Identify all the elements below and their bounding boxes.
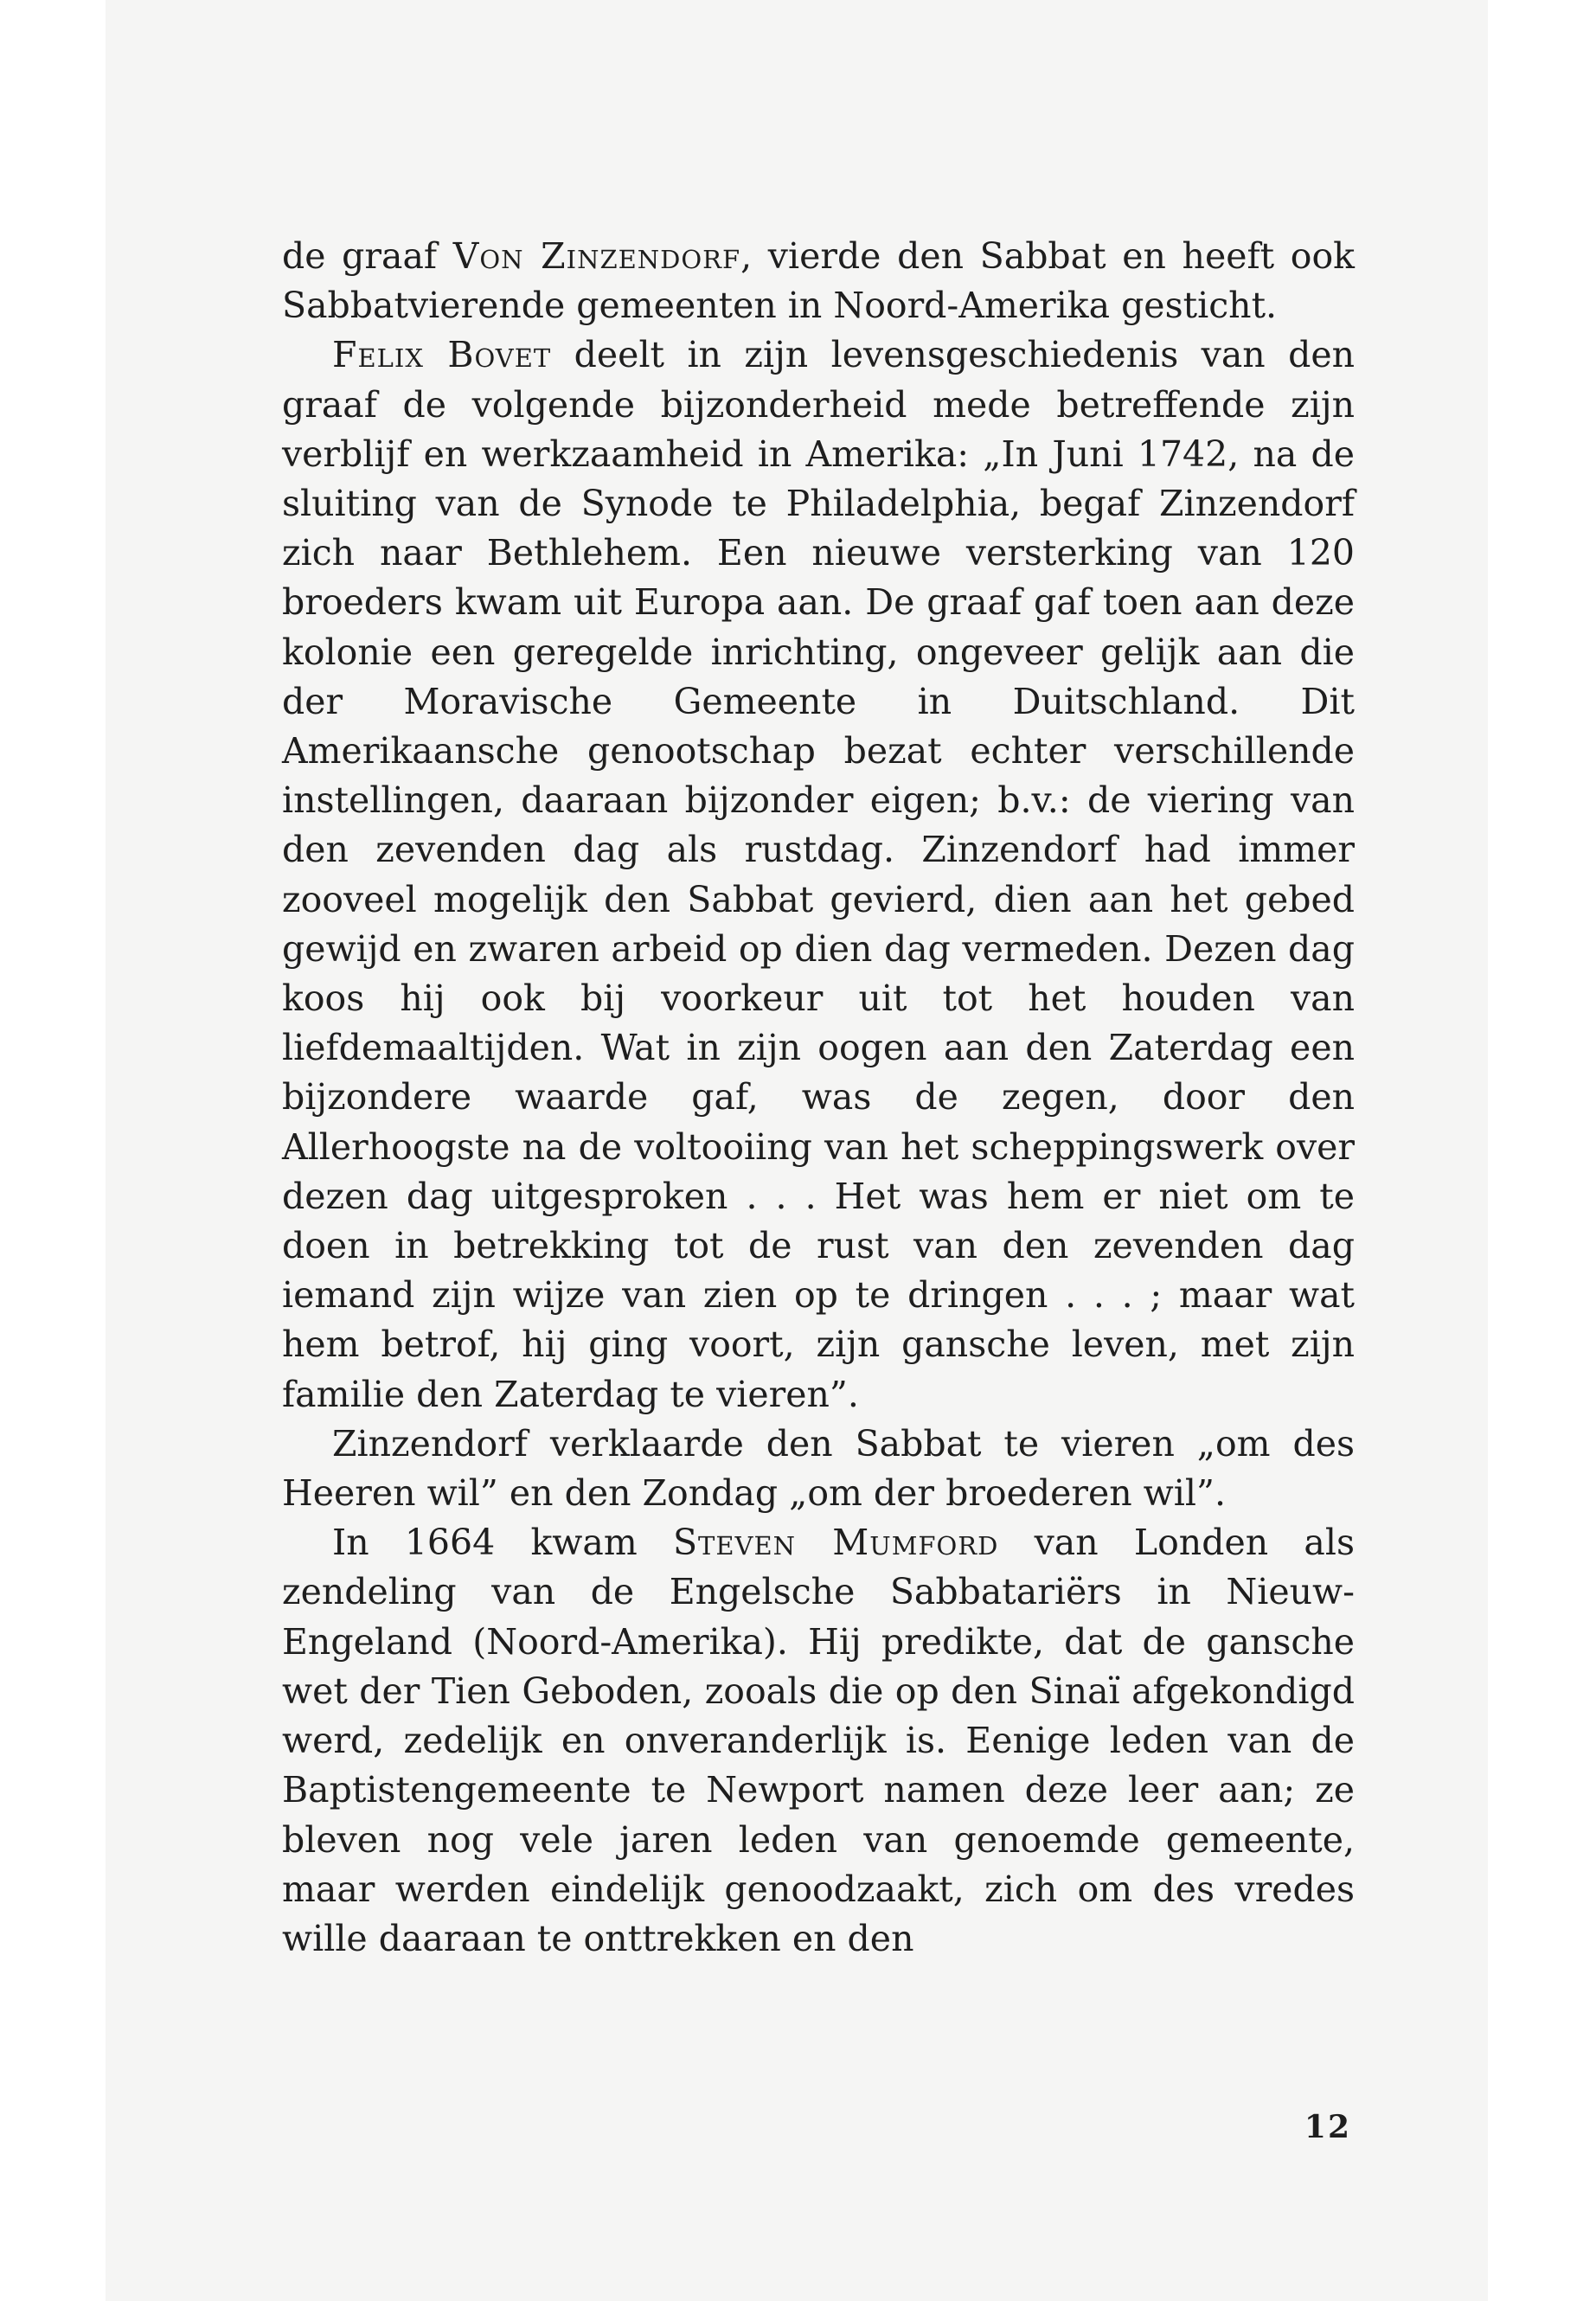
paragraph-felix-bovet <box>282 330 1355 1419</box>
paragraph-steven-mumford <box>282 1518 1355 1964</box>
text-segment: In 1664 kwam <box>332 1522 673 1564</box>
body-text <box>282 232 1355 1964</box>
text-segment: de graaf <box>282 235 453 277</box>
text-segment: van Londen als zendeling van de Engelsche Sabbatariërs in Nieuw-Engeland (Noord-Amerika). Hij predikte, dat de gansche wet der Tien Geboden, zooals die op den Sinaï afgekondigd werd, zedelijk en onveranderlijk is. Eenige leden van de Baptistengemeente te Newport namen deze leer aan; ze bleven nog vele jaren leden van genoemde gemeente, maar werden eindelijk genoodzaakt, zich om des vredes wille daaraan te onttrekken en den <box>282 1522 1355 1959</box>
name-steven-mumford: Steven Mumford <box>672 1522 999 1564</box>
name-von-zinzendorf: Von Zinzendorf <box>452 235 741 277</box>
paragraph-zinzendorf-verklaarde <box>282 1420 1355 1518</box>
text-segment: Zinzendorf verklaarde den Sabbat te vieren „om des Heeren wil” en den Zondag „om der broederen wil”. <box>282 1422 1355 1515</box>
page-number: 12 <box>1304 2109 1351 2145</box>
name-felix-bovet: Felix Bovet <box>332 334 552 376</box>
text-segment: deelt in zijn levensgeschiedenis van den graaf de volgende bijzonderheid mede betreffende zijn verblijf en werkzaamheid in Amerika: „In Juni 1742, na de sluiting van de Synode te Philadelphia, begaf Zinzendorf zich naar Bethlehem. Een nieuwe versterking van 120 broeders kwam uit Europa aan. De graaf gaf toen aan deze kolonie een geregelde inrichting, ongeveer gelijk aan die der Moravische Gemeente in Duitschland. Dit Amerikaansche genootschap bezat echter verschillende instellingen, daaraan bijzonder eigen; b.v.: de viering van den zevenden dag als rustdag. Zinzendorf had immer zooveel mogelijk den Sabbat gevierd, dien aan het gebed gewijd en zwaren arbeid op dien dag vermeden. Dezen dag koos hij ook bij voorkeur uit tot het houden van liefdemaaltijden. Wat in zijn oogen aan den Zaterdag een bijzondere waarde gaf, was de zegen, door den Allerhoogste na de voltooiing van het scheppingswerk over dezen dag uitgesproken . . . Het was hem er niet om te doen in betrekking tot de rust van den zevenden dag iemand zijn wijze van zien op te dringen . . . ; maar wat hem betrof, hij ging voort, zijn gansche leven, met zijn familie den Zaterdag te vieren”. <box>282 334 1356 1415</box>
paragraph-zinzendorf-sabbath-intro <box>282 232 1355 330</box>
text-segment: , vierde den Sabbat en heeft ook Sabbatvierende gemeenten in Noord-Amerika gesticht. <box>282 235 1356 327</box>
